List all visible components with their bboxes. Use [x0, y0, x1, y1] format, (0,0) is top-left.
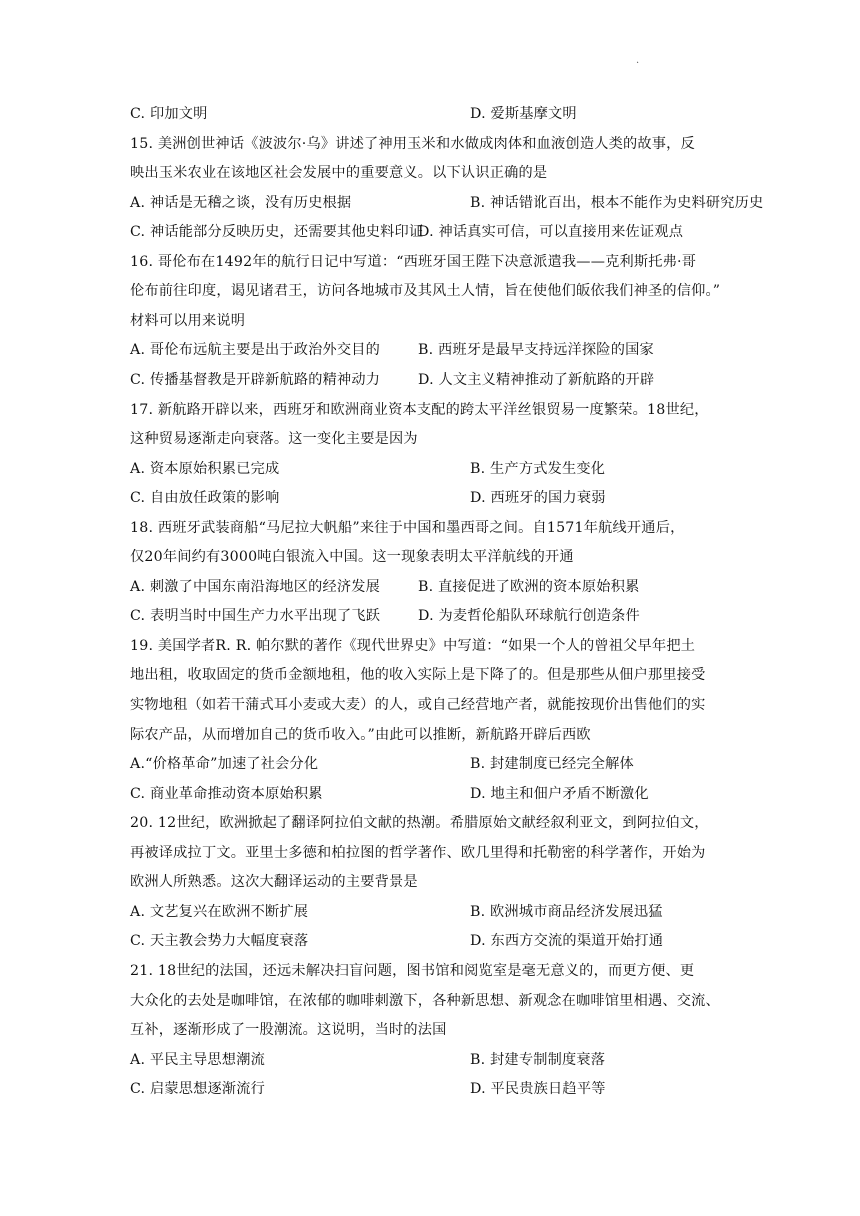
answer-option[interactable]: A. 哥伦布远航主要是出于政治外交目的: [130, 342, 381, 359]
answer-option[interactable]: B. 生产方式发生变化: [470, 460, 606, 477]
answer-option[interactable]: A. 文艺复兴在欧洲不断扩展: [130, 903, 309, 920]
option-row: [130, 931, 734, 951]
answer-option[interactable]: C. 天主教会势力大幅度衰落: [130, 933, 309, 950]
answer-option[interactable]: C. 神话能部分反映历史，还需要其他史料印证: [130, 224, 424, 241]
question-stem: 18. 西班牙武装商船“马尼拉大帆船”来往于中国和墨西哥之间。自1571年航线开通后，: [130, 519, 685, 536]
option-row: [130, 340, 734, 360]
question-stem-line: 互补，逐渐形成了一股潮流。这说明，当时的法国: [130, 1022, 447, 1039]
answer-option[interactable]: C. 印加文明: [130, 106, 208, 122]
answer-option[interactable]: C. 传播基督教是开辟新航路的精神动力: [130, 371, 381, 388]
answer-option[interactable]: D. 东西方交流的渠道开始打通: [470, 933, 664, 950]
option-row: [130, 902, 734, 922]
answer-option[interactable]: D. 人文主义精神推动了新航路的开辟: [418, 371, 655, 388]
option-row: [130, 104, 734, 124]
answer-option[interactable]: C. 商业革命推动资本原始积累: [130, 785, 323, 802]
option-row: [130, 370, 734, 390]
question-stem-line: 仅20年间约有3000吨白银流入中国。这一现象表明太平洋航线的开通: [130, 549, 574, 566]
question-stem-line: 际农产品，从而增加自己的货币收入。”由此可以推断，新航路开辟后西欧: [130, 726, 591, 743]
answer-option[interactable]: A. 刺激了中国东南沿海地区的经济发展: [130, 578, 381, 595]
question-stem: 15. 美洲创世神话《波波尔·乌》讲述了神用玉米和水做成肉体和血液创造人类的故事，反: [130, 135, 695, 152]
answer-option[interactable]: C. 表明当时中国生产力水平出现了飞跃: [130, 608, 381, 625]
question-stem-line: 大众化的去处是咖啡馆，在浓郁的咖啡刺激下，各种新思想、新观念在咖啡馆里相遇、交流、: [130, 992, 720, 1009]
answer-option[interactable]: D. 平民贵族日趋平等: [470, 1081, 606, 1098]
answer-option[interactable]: C. 启蒙思想逐渐流行: [130, 1081, 266, 1098]
answer-option[interactable]: B. 西班牙是最早支持远洋探险的国家: [418, 342, 654, 359]
answer-option[interactable]: B. 神话错讹百出，根本不能作为史料研究历史: [470, 194, 764, 211]
answer-option[interactable]: D. 神话真实可信，可以直接用来佐证观点: [418, 224, 684, 241]
question-stem-line: 伦布前往印度，谒见诸君王，访问各地城市及其风土人情，旨在使他们皈依我们神圣的信仰。”: [130, 283, 721, 300]
question-stem: 20. 12世纪，欧洲掀起了翻译阿拉伯文献的热潮。希腊原始文献经叙利亚文，到阿拉伯文，: [130, 815, 709, 832]
answer-option[interactable]: B. 封建制度已经完全解体: [470, 756, 634, 773]
answer-option[interactable]: C. 自由放任政策的影响: [130, 490, 280, 507]
option-row: [130, 754, 734, 774]
answer-option[interactable]: D. 爱斯基摩文明: [470, 106, 577, 122]
answer-option[interactable]: D. 为麦哲伦船队环球航行创造条件: [418, 608, 640, 625]
option-row: [130, 459, 734, 479]
option-row: [130, 577, 734, 597]
question-stem-line: 地出租，收取固定的货币金额地租，他的收入实际上是下降了的。但是那些从佃户那里接受: [130, 667, 706, 684]
question-stem-line: 映出玉米农业在该地区社会发展中的重要意义。以下认识正确的是: [130, 165, 548, 182]
option-row: [130, 222, 734, 242]
option-row: [130, 784, 734, 804]
question-stem-line: 这种贸易逐渐走向衰落。这一变化主要是因为: [130, 431, 418, 448]
answer-option[interactable]: A. 平民主导思想潮流: [130, 1051, 265, 1068]
option-row: [130, 1050, 734, 1070]
answer-option[interactable]: B. 封建专制制度衰落: [470, 1051, 606, 1068]
header-mark: ·: [636, 58, 640, 69]
answer-option[interactable]: B. 欧洲城市商品经济发展迅猛: [470, 903, 663, 920]
question-stem: 17. 新航路开辟以来，西班牙和欧洲商业资本支配的跨太平洋丝银贸易一度繁荣。18世纪，: [130, 401, 709, 418]
question-stem: 19. 美国学者R. R. 帕尔默的著作《现代世界史》中写道：“如果一个人的曾祖父早年把土: [130, 637, 696, 654]
option-row: [130, 488, 734, 508]
option-row: [130, 606, 734, 626]
answer-option[interactable]: A. 资本原始积累已完成: [130, 460, 280, 477]
answer-option[interactable]: A. 神话是无稽之谈，没有历史根据: [130, 194, 352, 211]
question-stem-line: 材料可以用来说明: [130, 312, 246, 329]
question-stem: 21. 18世纪的法国，还远未解决扫盲问题，图书馆和阅览室是毫无意义的，而更方便、更: [130, 962, 695, 979]
question-stem-line: 实物地租（如若干蒲式耳小麦或大麦）的人，或自己经营地产者，就能按现价出售他们的实: [130, 697, 706, 713]
option-row: [130, 1079, 734, 1099]
answer-option[interactable]: D. 地主和佃户矛盾不断激化: [470, 785, 649, 802]
answer-option[interactable]: B. 直接促进了欧洲的资本原始积累: [418, 578, 640, 595]
answer-option[interactable]: A.“价格革命”加速了社会分化: [130, 756, 319, 773]
question-stem-line: 欧洲人所熟悉。这次大翻译运动的主要背景是: [130, 874, 418, 891]
answer-option[interactable]: D. 西班牙的国力衰弱: [470, 490, 606, 507]
option-row: [130, 193, 764, 213]
question-stem-line: 再被译成拉丁文。亚里士多德和柏拉图的哲学著作、欧几里得和托勒密的科学著作，开始为: [130, 844, 706, 861]
question-stem: 16. 哥伦布在1492年的航行日记中写道：“西班牙国王陛下决意派遣我——克利斯托弗·哥: [130, 253, 697, 270]
